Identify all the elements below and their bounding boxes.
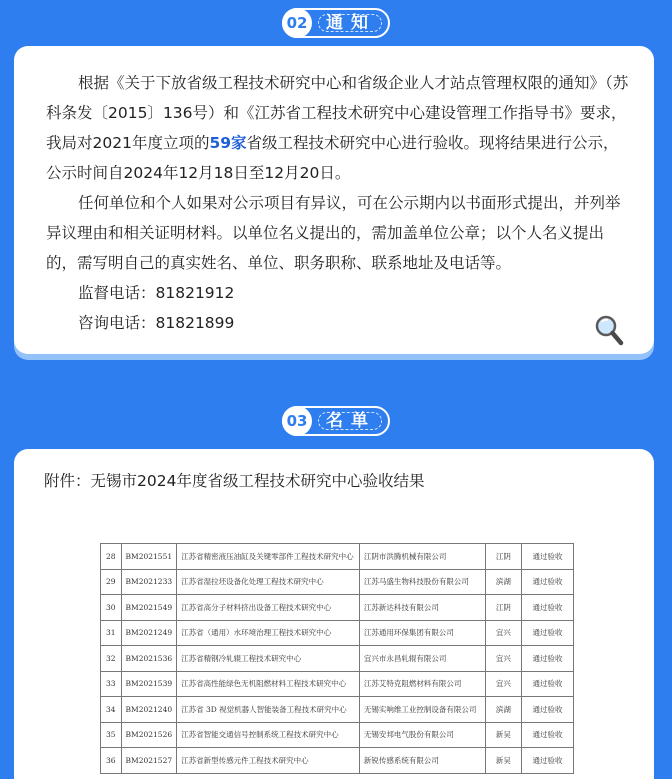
table-cell-result: 通过验收 [521,569,573,595]
table-cell-unit: 江苏艾特克阻燃材料有限公司 [359,671,485,697]
notice-card [14,46,654,354]
table-cell-area: 新吴 [485,748,521,774]
table-cell-unit: 江苏马盛生物科技股份有限公司 [359,569,485,595]
table-row [101,595,574,621]
table-cell-code: BM2021551 [121,544,177,570]
table-cell-code: BM2021539 [121,671,177,697]
table-cell-no: 30 [101,595,122,621]
section-03-header [282,406,390,436]
table-cell-no: 36 [101,748,122,774]
supervise-phone: 监督电话：81821912 [78,284,235,302]
magnifier-icon [594,314,624,346]
consult-phone: 咨询电话：81821899 [78,314,235,332]
table-cell-result: 通过验收 [521,697,573,723]
table-cell-area: 新吴 [485,722,521,748]
table-row [101,620,574,646]
table-cell-area: 宜兴 [485,620,521,646]
table-cell-area: 滨湖 [485,569,521,595]
table-cell-unit: 江苏新达科技有限公司 [359,595,485,621]
table-cell-name: 江苏省精钢冷轧辊工程技术研究中心 [177,646,360,672]
table-cell-no: 29 [101,569,122,595]
table-cell-code: BM2021536 [121,646,177,672]
section-02-header [282,8,390,38]
table-row [101,671,574,697]
table-cell-no: 34 [101,697,122,723]
table-cell-result: 通过验收 [521,595,573,621]
table-cell-code: BM2021527 [121,748,177,774]
table-cell-name: 江苏省（通用）水环境治理工程技术研究中心 [177,620,360,646]
section-02-title: 通知 [326,13,376,33]
table-cell-name: 江苏省湿拉坯设备化处理工程技术研究中心 [177,569,360,595]
table-cell-area: 江阴 [485,595,521,621]
table-cell-result: 通过验收 [521,671,573,697]
table-cell-unit: 新锐传感系统有限公司 [359,748,485,774]
table-cell-unit: 无锡安邦电气股份有限公司 [359,722,485,748]
table-cell-unit: 江阴市洪腾机械有限公司 [359,544,485,570]
attachment-title: 附件：无锡市2024年度省级工程技术研究中心验收结果 [44,472,425,490]
list-card [14,449,654,779]
table-cell-unit: 无锡实响维工业控制设备有限公司 [359,697,485,723]
table-cell-name: 江苏省新型传感元件工程技术研究中心 [177,748,360,774]
table-row [101,748,574,774]
table-cell-result: 通过验收 [521,646,573,672]
table-cell-unit: 江苏通用环保集团有限公司 [359,620,485,646]
table-cell-name: 江苏省 3D 视觉机器人智能装备工程技术研究中心 [177,697,360,723]
table-cell-result: 通过验收 [521,620,573,646]
table-cell-area: 宜兴 [485,671,521,697]
table-cell-no: 32 [101,646,122,672]
table-row [101,722,574,748]
table-cell-no: 35 [101,722,122,748]
table-cell-code: BM2021240 [121,697,177,723]
table-cell-result: 通过验收 [521,748,573,774]
project-count-highlight: 59家 [209,134,247,152]
table-cell-area: 江阴 [485,544,521,570]
table-cell-area: 宜兴 [485,646,521,672]
table-cell-no: 33 [101,671,122,697]
table-row [101,646,574,672]
table-cell-code: BM2021549 [121,595,177,621]
table-cell-name: 江苏省精密液压油缸及关键零部件工程技术研究中心 [177,544,360,570]
table-cell-no: 31 [101,620,122,646]
table-row [101,569,574,595]
table-cell-code: BM2021249 [121,620,177,646]
table-cell-name: 江苏省高分子材料挤出设备工程技术研究中心 [177,595,360,621]
notice-paragraph-1: 根据《关于下放省级工程技术研究中心和省级企业人才站点管理权限的通知》（苏科条发〔2015〕136号）和《江苏省工程技术研究中心建设管理工作指导书》要求，我局对2021年度立项的59家省级工程技术研究中心进行验收。现将结果进行公示，公示时间自2024年12月18日至12月20日。 [46,74,629,182]
table-row [101,544,574,570]
notice-text [46,68,630,338]
section-02-number: 02 [282,8,312,38]
table-cell-area: 滨湖 [485,697,521,723]
table-cell-result: 通过验收 [521,722,573,748]
table-cell-code: BM2021526 [121,722,177,748]
notice-paragraph-2: 任何单位和个人如果对公示项目有异议，可在公示期内以书面形式提出，并列举异议理由和相关证明材料。以单位名义提出的，需加盖单位公章；以个人名义提出的，需写明自己的真实姓名、单位、职务职称、联系地址及电话等。 [46,194,621,272]
result-table [100,543,574,774]
table-row [101,697,574,723]
section-03-number: 03 [282,406,312,436]
table-cell-name: 江苏省智能交通信号控制系统工程技术研究中心 [177,722,360,748]
table-cell-code: BM2021233 [121,569,177,595]
result-table-image [100,543,574,774]
table-cell-no: 28 [101,544,122,570]
table-cell-result: 通过验收 [521,544,573,570]
table-cell-unit: 宜兴市永昌轧辊有限公司 [359,646,485,672]
table-cell-name: 江苏省高性能绿色无机阻燃材料工程技术研究中心 [177,671,360,697]
section-03-title: 名单 [326,411,376,431]
